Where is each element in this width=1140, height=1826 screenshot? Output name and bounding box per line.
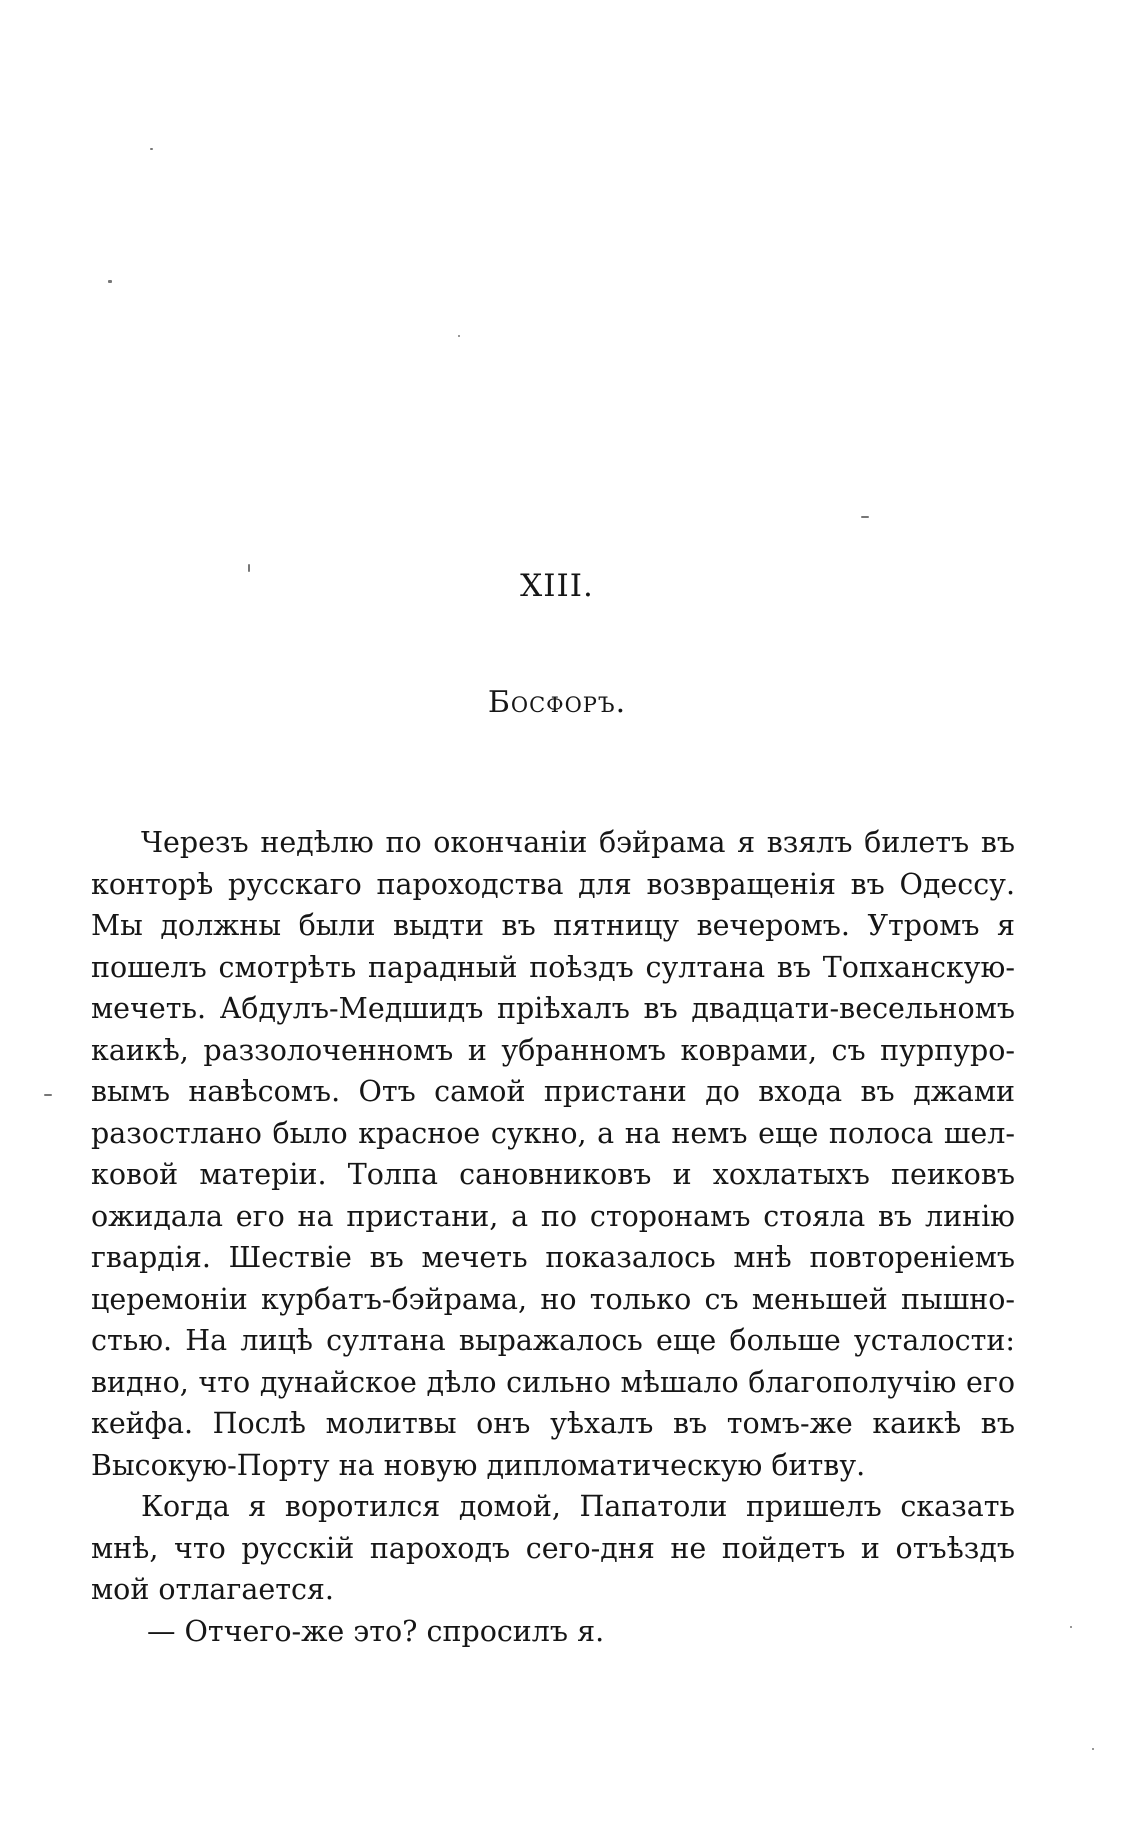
text-line: мечеть. Абдулъ-Медшидъ пріѣхалъ въ двадцати-весельномъ	[91, 992, 1015, 1025]
text-line: Черезъ недѣлю по окончаніи бэйрама я взялъ билетъ въ	[141, 826, 1015, 859]
scan-speck	[458, 335, 460, 337]
scan-speck	[861, 516, 869, 518]
text-line: пошелъ смотрѣть парадный поѣздъ султана въ Топханскую-	[91, 950, 1015, 984]
text-line: церемоніи курбатъ-бэйрама, но только съ меньшей пышно-	[91, 1282, 1015, 1316]
scan-speck	[150, 148, 153, 150]
text-line: видно, что дунайское дѣло сильно мѣшало благополучію его	[91, 1365, 1015, 1399]
text-line: мнѣ, что русскій пароходъ сего-дня не пойдетъ и отъѣздъ	[91, 1531, 1015, 1565]
text-line: гвардія. Шествіе въ мечеть показалось мнѣ повтореніемъ	[91, 1241, 1015, 1274]
dialog-line: — Отчего-же это? спросилъ я.	[147, 1614, 605, 1648]
chapter-number: XIII.	[520, 568, 594, 604]
text-line: Мы должны были выдти въ пятницу вечеромъ. Утромъ я	[91, 909, 1015, 942]
text-line: каикѣ, раззолоченномъ и убранномъ коврами, съ пурпуро-	[91, 1033, 1015, 1067]
chapter-title: Босфоръ.	[487, 685, 627, 720]
text-line: ковой матеріи. Толпа сановниковъ и хохлатыхъ пеиковъ	[91, 1158, 1015, 1191]
scan-speck	[108, 280, 112, 283]
body-text	[91, 822, 1015, 1652]
text-line: стью. На лицѣ султана выражалось еще больше усталости:	[91, 1324, 1015, 1357]
scan-speck	[248, 564, 250, 572]
text-line: Высокую-Порту на новую дипломатическую битву.	[91, 1448, 866, 1482]
text-line: ожидала его на пристани, а по сторонамъ стояла въ линію	[91, 1199, 1015, 1233]
text-line: мой отлагается.	[91, 1573, 334, 1606]
text-line: Когда я воротился домой, Папатоли пришелъ сказать	[141, 1490, 1015, 1523]
text-line: конторѣ русскаго пароходства для возвращенія въ Одессу.	[91, 867, 1015, 901]
scan-speck	[1092, 1748, 1094, 1750]
text-line: разостлано было красное сукно, а на немъ еще полоса шел-	[91, 1116, 1015, 1150]
text-line: вымъ навѣсомъ. Отъ самой пристани до входа въ джами	[91, 1075, 1015, 1108]
scan-speck	[44, 1094, 52, 1096]
text-line: кейфа. Послѣ молитвы онъ уѣхалъ въ томъ-же каикѣ въ	[91, 1407, 1015, 1440]
scan-speck	[1070, 1626, 1072, 1628]
